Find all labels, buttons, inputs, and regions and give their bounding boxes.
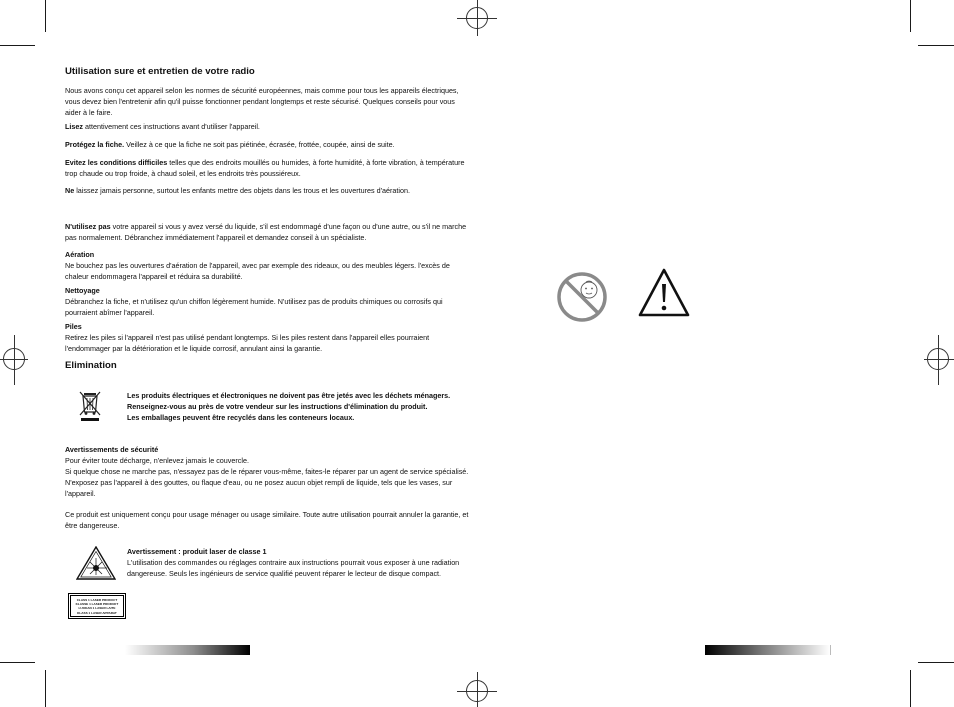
laser-label-line: LUOKAN 1 LASER LAITE — [78, 606, 116, 611]
safety-warnings — [65, 444, 469, 499]
section-heading: Piles — [65, 322, 82, 331]
laser-warning — [127, 546, 464, 579]
rule-text: votre appareil si vous y avez versé du liquide, s'il est endommagé d'une façon ou d'une autre, ou s'il ne marche pas normalement. Débranchez immédiatement l'appareil et demandez conseil à un spécialiste. — [65, 222, 467, 243]
registration-mark — [924, 335, 954, 385]
section-piles — [65, 321, 469, 354]
crop-mark — [918, 45, 954, 46]
laser-label-line: CLASS 1 LASER PRODUCT — [76, 598, 118, 602]
registration-mark — [0, 335, 28, 385]
rule-lead: Ne — [65, 186, 75, 195]
warning-line: Pour éviter toute décharge, n'enlevez jamais le couvercle. — [65, 456, 249, 466]
crop-mark — [0, 662, 35, 663]
section-text: Ne bouchez pas les ouvertures d'aération de l'appareil, avec par exemple des rideaux, ou des meubles légers. l'excès de chaleur endommagera l'appareil et réduira sa durabilité. — [65, 261, 450, 282]
warnings-heading: Avertissements de sécurité — [65, 445, 159, 454]
color-gradient-bar — [125, 645, 250, 655]
no-children-icon — [556, 271, 608, 323]
crop-mark — [45, 0, 46, 32]
color-gradient-bar — [705, 645, 830, 655]
warning-triangle-icon — [638, 268, 690, 318]
crop-mark — [0, 45, 35, 46]
rule-text: Veillez à ce que la fiche ne soit pas piétinée, écrasée, frottée, coupée, ainsi de suite. — [124, 140, 395, 149]
page-title: Utilisation sure et entretien de votre radio — [65, 66, 255, 77]
elimination-text — [127, 390, 464, 423]
rule-text: attentivement ces instructions avant d'utiliser l'appareil. — [82, 122, 260, 131]
warning-line: Si quelque chose ne marche pas, n'essayez pas de le réparer vous-même, faites-le réparer par un agent de service spécialisé. — [65, 467, 469, 477]
section-heading: Aération — [65, 250, 95, 259]
laser-heading: Avertissement : produit laser de classe 1 — [127, 547, 267, 556]
crop-mark — [910, 670, 911, 707]
elimination-heading: Elimination — [65, 360, 117, 371]
rule-liquid — [65, 221, 469, 243]
laser-text: L'utilisation des commandes ou réglages contraire aux instructions pourrait vous exposer à une radiation dangereuse. Seuls les ingénieurs de service qualifié peuvent réparer le lecteur de disque compact. — [127, 558, 460, 579]
laser-label-line: KLASSE 1 LASER PRODUKT — [75, 602, 119, 607]
section-nettoyage — [65, 285, 469, 318]
rule-read — [65, 121, 469, 132]
divider — [830, 645, 831, 655]
laser-warning-icon — [76, 546, 116, 580]
crop-mark — [918, 662, 954, 663]
crop-mark — [45, 670, 46, 707]
laser-label-line: KLASS 1 LASER APPARAT — [77, 610, 117, 615]
rule-text: telles que des endroits mouillés ou humides, à forte humidité, à forte vibration, à température trop chaude ou trop froide, à chaud soleil, et les endroits très poussiéreux. — [65, 158, 465, 179]
elimination-packaging: Les emballages peuvent être recyclés dans les conteneurs locaux. — [127, 413, 355, 423]
registration-mark — [457, 672, 497, 707]
usage-paragraph: Ce produit est uniquement conçu pour usage ménager ou usage similaire. Toute autre utilisation pourrait annuler la garantie, et être dangereuse. — [65, 510, 469, 531]
rule-lead: Evitez les conditions difficiles — [65, 158, 168, 167]
rule-lead: Lisez — [65, 122, 83, 131]
section-heading: Nettoyage — [65, 286, 100, 295]
weee-bin-icon — [77, 390, 103, 422]
rule-conditions — [65, 157, 469, 179]
rule-text: laissez jamais personne, surtout les enfants mettre des objets dans les trous et les ouvertures d'aération. — [74, 186, 410, 195]
elimination-notice: Les produits électriques et électroniques ne doivent pas être jetés avec les déchets ménagers. Renseignez-vous au près de votre vendeur sur les instructions d'élimination du produit. — [127, 391, 451, 412]
rule-plug — [65, 139, 469, 150]
rule-lead: Protégez la fiche. — [65, 140, 125, 149]
section-text: Retirez les piles si l'appareil n'est pas utilisé pendant longtemps. Si les piles restent dans l'appareil elles pourraient l'endommager par la détérioration et le liquide corrosif, annulant ainsi la garantie. — [65, 333, 430, 354]
section-aeration — [65, 249, 469, 282]
warning-line: N'exposez pas l'appareil à des gouttes, ou flaque d'eau, ou ne posez aucun objet rempli de liquide, tels que les vases, sur l'appareil. — [65, 478, 453, 499]
crop-mark — [910, 0, 911, 32]
rule-objects — [65, 185, 469, 196]
registration-mark — [457, 0, 497, 40]
laser-class-label — [68, 593, 126, 619]
section-text: Débranchez la fiche, et n'utilisez qu'un chiffon légèrement humide. N'utilisez pas de produits chimiques ou corrosifs qui pourraient abîmer l'appareil. — [65, 297, 443, 318]
rule-lead: N'utilisez pas — [65, 222, 111, 231]
intro-paragraph: Nous avons conçu cet appareil selon les normes de sécurité européennes, mais comme pour tous les appareils électriques, vous devez bien l'entretenir afin qu'il puisse fonctionner pendant longtemps et reste sécurisé. Quelques conseils pour vous aider à le faire. — [65, 86, 459, 118]
